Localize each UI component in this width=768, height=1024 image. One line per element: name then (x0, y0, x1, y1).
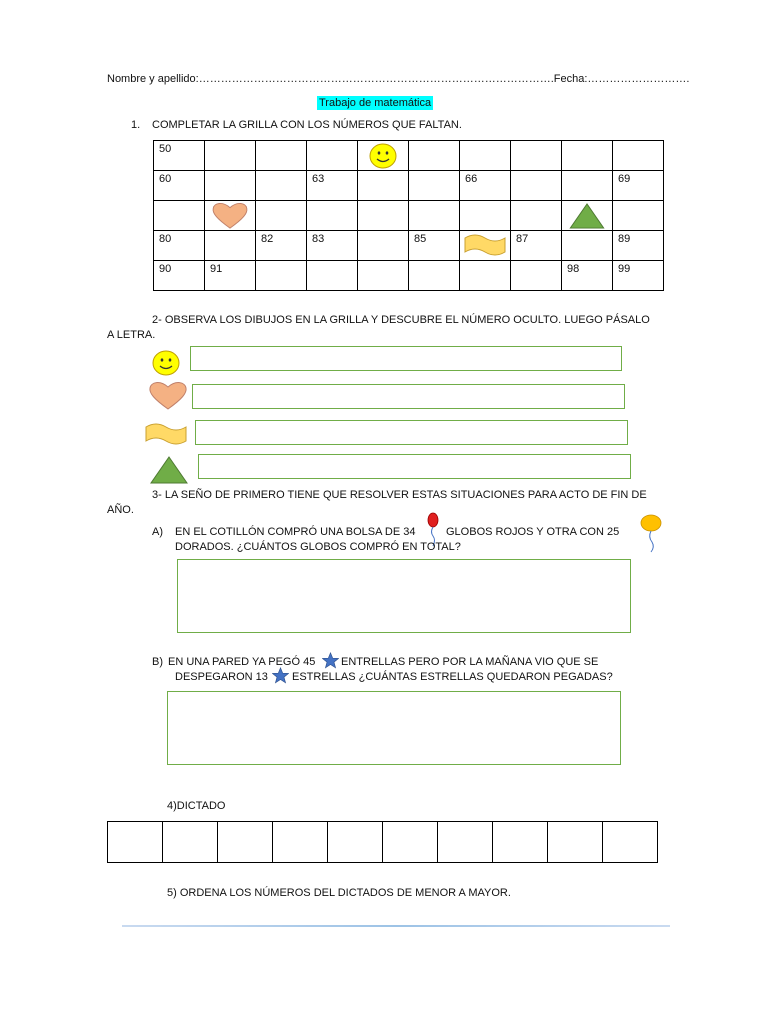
grid-cell[interactable] (460, 201, 511, 231)
grid-cell[interactable] (358, 231, 409, 261)
grid-cell (307, 171, 358, 201)
number-grid (153, 140, 664, 291)
exercise3a-text-line2: DORADOS. ¿CUÁNTOS GLOBOS COMPRÓ EN TOTAL? (175, 541, 461, 553)
grid-number: 89 (618, 233, 631, 245)
grid-cell[interactable] (307, 261, 358, 291)
triangle-icon (568, 203, 606, 229)
grid-cell[interactable] (205, 141, 256, 171)
grid-cell (511, 231, 562, 261)
grid-number: 91 (210, 263, 223, 275)
grid-number: 90 (159, 263, 172, 275)
exercise3b-text-line2-part1: DESPEGARON 13 (175, 671, 268, 683)
grid-cell[interactable] (307, 201, 358, 231)
exercise3a-text-part2: GLOBOS ROJOS Y OTRA CON 25 (446, 526, 620, 538)
name-date-line: Nombre y apellido:…………………………………………………………………………………….Fecha:………………………. (107, 73, 690, 85)
grid-cell[interactable] (460, 261, 511, 291)
grid-number: 99 (618, 263, 631, 275)
heart-icon (148, 381, 188, 414)
grid-cell[interactable] (511, 201, 562, 231)
grid-cell (205, 261, 256, 291)
grid-row (154, 231, 664, 261)
grid-number: 87 (516, 233, 529, 245)
smiley-icon (369, 143, 397, 169)
grid-cell (358, 141, 409, 171)
grid-number: 85 (414, 233, 427, 245)
grid-cell[interactable] (358, 261, 409, 291)
grid-number: 80 (159, 233, 172, 245)
flag-icon (145, 422, 187, 451)
dictation-cell[interactable] (493, 822, 548, 863)
grid-cell[interactable] (409, 261, 460, 291)
exercise2-instruction-line1: 2- OBSERVA LOS DIBUJOS EN LA GRILLA Y DESCUBRE EL NÚMERO OCULTO. LUEGO PÁSALO (152, 314, 650, 326)
grid-cell[interactable] (358, 201, 409, 231)
grid-cell[interactable] (511, 141, 562, 171)
grid-cell[interactable] (460, 141, 511, 171)
grid-cell (205, 201, 256, 231)
dictation-cell[interactable] (163, 822, 218, 863)
grid-cell (154, 141, 205, 171)
grid-cell[interactable] (256, 171, 307, 201)
grid-number: 50 (159, 143, 172, 155)
grid-row (154, 171, 664, 201)
grid-cell (256, 231, 307, 261)
grid-cell[interactable] (511, 171, 562, 201)
dictation-cell[interactable] (548, 822, 603, 863)
grid-cell[interactable] (562, 171, 613, 201)
dictation-cell[interactable] (383, 822, 438, 863)
answer-box-triangle[interactable] (198, 454, 631, 479)
exercise3a-text-part1: EN EL COTILLÓN COMPRÓ UNA BOLSA DE 34 (175, 526, 416, 538)
grid-cell[interactable] (562, 141, 613, 171)
triangle-icon (150, 456, 188, 487)
grid-cell[interactable] (562, 231, 613, 261)
grid-cell[interactable] (307, 141, 358, 171)
answer-box-3a[interactable] (177, 559, 631, 633)
flag-icon (464, 233, 506, 259)
grid-row (154, 141, 664, 171)
grid-cell (409, 231, 460, 261)
answer-box-heart[interactable] (192, 384, 625, 409)
grid-cell (562, 261, 613, 291)
grid-cell[interactable] (409, 201, 460, 231)
exercise4-title: 4)DICTADO (167, 800, 226, 812)
grid-number: 82 (261, 233, 274, 245)
grid-cell[interactable] (358, 171, 409, 201)
grid-cell (460, 231, 511, 261)
grid-number: 69 (618, 173, 631, 185)
exercise3-instruction-line2: AÑO. (107, 504, 134, 516)
dictation-cell[interactable] (438, 822, 493, 863)
grid-cell[interactable] (511, 261, 562, 291)
grid-cell (307, 231, 358, 261)
exercise3b-text-part2: ENTRELLAS PERO POR LA MAÑANA VIO QUE SE (341, 656, 599, 668)
grid-cell[interactable] (256, 201, 307, 231)
grid-cell[interactable] (256, 261, 307, 291)
answer-box-flag[interactable] (195, 420, 628, 445)
answer-box-3b[interactable] (167, 691, 621, 765)
exercise5-instruction: 5) ORDENA LOS NÚMEROS DEL DICTADOS DE MENOR A MAYOR. (167, 887, 511, 899)
grid-cell[interactable] (154, 201, 205, 231)
star-icon (272, 667, 289, 687)
dictation-cell[interactable] (273, 822, 328, 863)
grid-row (154, 261, 664, 291)
exercise1-number: 1. (131, 119, 141, 131)
page-title: Trabajo de matemática (319, 97, 432, 109)
footer-divider (122, 925, 670, 927)
yellow-balloon-icon (640, 514, 662, 557)
grid-cell[interactable] (409, 141, 460, 171)
heart-icon (211, 202, 249, 230)
grid-number: 66 (465, 173, 478, 185)
exercise3-instruction-line1: 3- LA SEÑO DE PRIMERO TIENE QUE RESOLVER ESTAS SITUACIONES PARA ACTO DE FIN DE (152, 489, 647, 501)
dictation-cell[interactable] (108, 822, 163, 863)
grid-cell (154, 231, 205, 261)
grid-cell (613, 261, 664, 291)
grid-number: 60 (159, 173, 172, 185)
dictation-table (107, 821, 658, 863)
grid-cell (562, 201, 613, 231)
grid-number: 83 (312, 233, 325, 245)
dictation-cell[interactable] (218, 822, 273, 863)
exercise2-instruction-line2: A LETRA. (107, 329, 156, 341)
dictation-cell[interactable] (603, 822, 658, 863)
grid-number: 63 (312, 173, 325, 185)
exercise3b-text-part1: EN UNA PARED YA PEGÓ 45 (168, 656, 316, 668)
grid-cell (154, 261, 205, 291)
grid-cell (154, 171, 205, 201)
grid-cell (460, 171, 511, 201)
grid-cell[interactable] (256, 141, 307, 171)
answer-box-smiley[interactable] (190, 346, 622, 371)
grid-cell[interactable] (205, 171, 256, 201)
grid-cell[interactable] (205, 231, 256, 261)
smiley-icon (152, 350, 180, 379)
grid-cell (613, 171, 664, 201)
star-icon (322, 652, 339, 672)
grid-row (154, 201, 664, 231)
exercise3b-label: B) (152, 656, 163, 668)
grid-cell (613, 231, 664, 261)
exercise3b-text-line2-part2: ESTRELLAS ¿CUÁNTAS ESTRELLAS QUEDARON PEGADAS? (292, 671, 613, 683)
dictation-cell[interactable] (328, 822, 383, 863)
grid-cell[interactable] (613, 201, 664, 231)
exercise3a-label: A) (152, 526, 163, 538)
exercise1-instruction: COMPLETAR LA GRILLA CON LOS NÚMEROS QUE FALTAN. (152, 119, 462, 131)
grid-number: 98 (567, 263, 580, 275)
grid-cell[interactable] (409, 171, 460, 201)
grid-cell[interactable] (613, 141, 664, 171)
